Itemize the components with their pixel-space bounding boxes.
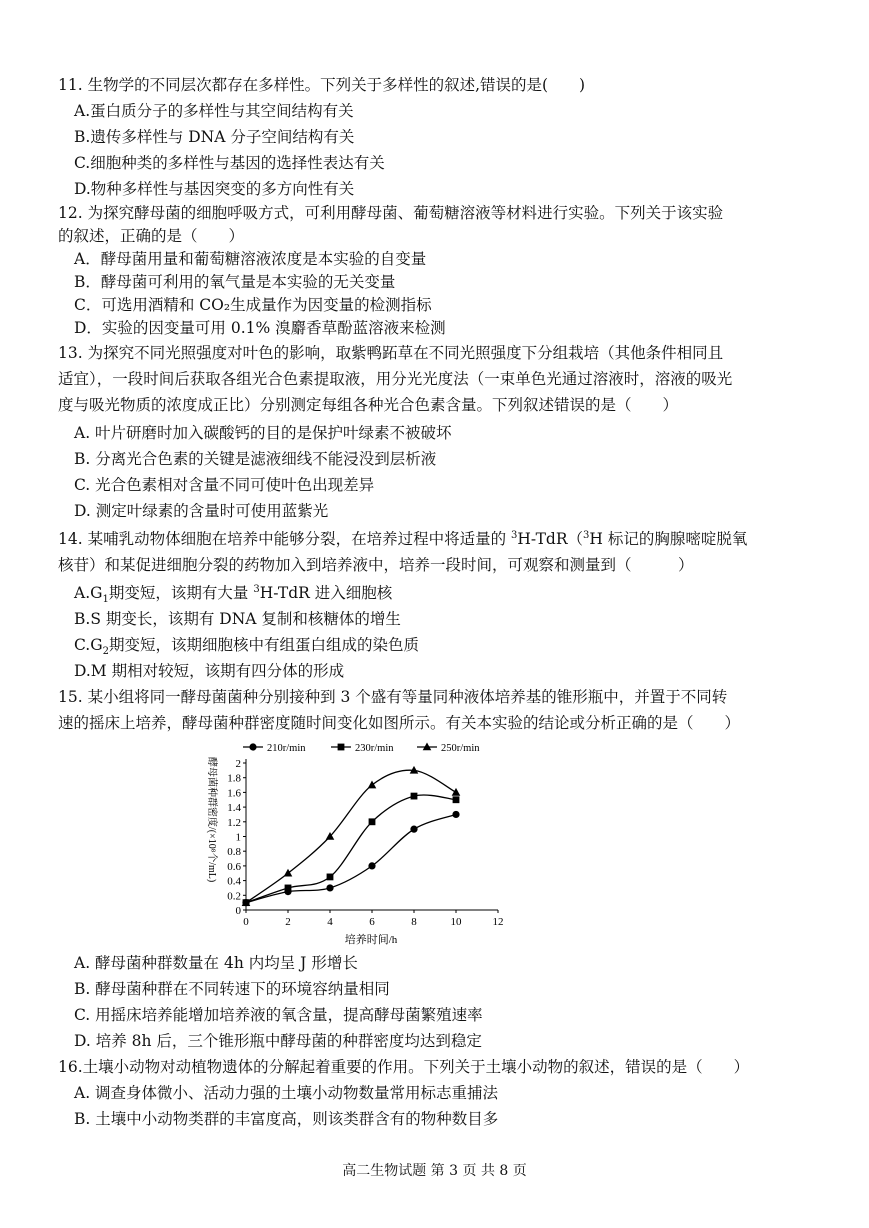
q16-option-b: B. 土壤中小动物类群的丰富度高，则该类群含有的物种数目多 xyxy=(74,1110,499,1128)
q12-option-d: D．实验的因变量可用 0.1% 溴麝香草酚蓝溶液来检测 xyxy=(74,319,446,337)
q12-stem-line1: 12. 为探究酵母菌的细胞呼吸方式，可利用酵母菌、葡萄糖溶液等材料进行实验。下列关于该实验 xyxy=(58,204,724,222)
y-axis-label-text: 酵母菌种群密度/(×10⁸个/mL) xyxy=(206,757,217,883)
q11-option-a: A.蛋白质分子的多样性与其空间结构有关 xyxy=(74,102,354,120)
q15-stem-line1: 15. 某小组将同一酵母菌菌种分别接种到 3 个盛有等量同种液体培养基的锥形瓶中，并置于不同转 xyxy=(58,688,728,706)
q12-stem-line2: 的叙述，正确的是（ ） xyxy=(58,227,245,245)
y-tick-label: 0.4 xyxy=(227,875,241,888)
data-point xyxy=(327,874,334,881)
q13-stem-line3: 度与吸光物质的浓度成正比）分别测定每组各种光合色素含量。下列叙述错误的是（ ） xyxy=(58,396,679,414)
q14-option-d: D.M 期相对较短，该期有四分体的形成 xyxy=(74,662,345,680)
q15-option-a: A. 酵母菌种群数量在 4h 内均呈 J 形增长 xyxy=(74,954,358,972)
q16-option-a: A. 调查身体微小、活动力强的土壤小动物数量常用标志重捕法 xyxy=(74,1084,499,1102)
x-tick-label: 0 xyxy=(243,916,249,928)
x-axis-label: 培养时间/h xyxy=(344,934,398,946)
data-point xyxy=(369,818,376,825)
q11-option-d: D.物种多样性与基因突变的多方向性有关 xyxy=(74,180,355,198)
q15-option-b: B. 酵母菌种群在不同转速下的环境容纳量相同 xyxy=(74,980,390,998)
q15-option-c: C. 用摇床培养能增加培养液的氧含量，提高酵母菌繁殖速率 xyxy=(74,1006,483,1024)
q15-stem-line2: 速的摇床上培养，酵母菌种群密度随时间变化如图所示。有关本实验的结论或分析正确的是（ ） xyxy=(58,714,741,732)
data-point xyxy=(249,743,256,750)
q15-option-d: D. 培养 8h 后，三个锥形瓶中酵母菌的种群密度均达到稳定 xyxy=(74,1032,482,1050)
y-tick-label: 0 xyxy=(235,905,241,917)
q11-option-b: B.遗传多样性与 DNA 分子空间结构有关 xyxy=(74,128,355,146)
chart-series xyxy=(242,766,461,906)
data-point xyxy=(368,781,377,789)
y-tick-label: 1.4 xyxy=(227,802,241,815)
chart-axes xyxy=(227,758,503,928)
q13-option-c: C. 光合色素相对含量不同可使叶色出现差异 xyxy=(74,476,375,494)
q14-stem-line2: 核苷）和某促进细胞分裂的药物加入到培养液中，培养一段时间，可观察和测量到（ ） xyxy=(58,556,694,574)
data-point xyxy=(368,862,375,869)
legend-label: 210r/min xyxy=(267,743,306,754)
q13-stem-line2: 适宜），一段时间后获取各组光合色素提取液，用分光光度法（一束单色光通过溶液时，溶液的吸光 xyxy=(58,370,733,388)
data-point xyxy=(452,811,459,818)
y-tick-label: 1 xyxy=(235,831,241,844)
x-tick-label: 2 xyxy=(285,916,291,928)
y-axis-label xyxy=(206,757,219,882)
legend-label: 250r/min xyxy=(441,743,480,754)
q12-option-a: A．酵母菌用量和葡萄糖溶液浓度是本实验的自变量 xyxy=(74,250,427,268)
q13-option-d: D. 测定叶绿素的含量时可使用蓝紫光 xyxy=(74,502,329,520)
q14-stem-line1: 14. 某哺乳动物体细胞在培养中能够分裂，在培养过程中将适量的 $^3$H-TdR（$^3$H 标记的胸腺嘧啶脱氧 xyxy=(58,529,748,548)
page-footer: 高二生物试题 第 3 页 共 8 页 xyxy=(342,1163,527,1179)
x-tick-label: 8 xyxy=(411,916,417,928)
y-tick-label: 1.2 xyxy=(227,816,241,829)
chart-legend xyxy=(243,743,480,755)
q14-option-c: $C.G_2$期变短，该期细胞核中有组蛋白组成的染色质 xyxy=(74,636,420,658)
q11-option-c: C.细胞种类的多样性与基因的选择性表达有关 xyxy=(74,154,385,172)
x-tick-label: 6 xyxy=(369,916,375,928)
q13-option-b: B. 分离光合色素的关键是滤液细线不能浸没到层析液 xyxy=(74,450,437,468)
series-line xyxy=(246,795,456,903)
x-tick-label: 10 xyxy=(450,916,462,928)
series-250r/min xyxy=(242,766,461,906)
data-point xyxy=(326,884,333,891)
data-point xyxy=(411,793,418,800)
y-tick-label: 0.2 xyxy=(227,890,241,903)
y-tick-label: 0.8 xyxy=(227,846,241,859)
population-density-chart xyxy=(195,733,515,948)
y-tick-label: 0.6 xyxy=(227,860,241,873)
data-point xyxy=(453,796,460,803)
legend-label: 230r/min xyxy=(355,743,394,754)
data-point xyxy=(285,885,292,892)
data-point xyxy=(338,744,345,751)
data-point xyxy=(410,826,417,833)
y-tick-label: 1.8 xyxy=(227,772,241,785)
q12-option-c: C．可选用酒精和 CO₂生成量作为因变量的检测指标 xyxy=(74,296,432,314)
data-point xyxy=(284,869,293,877)
x-tick-label: 4 xyxy=(327,916,333,928)
q14-option-a: $A.G_1$期变短，该期有大量 $^3$H-TdR 进入细胞核 xyxy=(74,583,393,606)
q14-option-b: B.S 期变长，该期有 DNA 复制和核糖体的增生 xyxy=(74,610,401,628)
y-tick-label: 1.6 xyxy=(227,787,241,800)
data-point xyxy=(452,788,461,796)
q12-option-b: B．酵母菌可利用的氧气量是本实验的无关变量 xyxy=(74,273,396,291)
q13-stem-line1: 13. 为探究不同光照强度对叶色的影响，取紫鸭跖草在不同光照强度下分组栽培（其他条件相同且 xyxy=(58,344,724,362)
series-line xyxy=(246,770,456,902)
x-tick-label: 12 xyxy=(492,916,504,928)
series-line xyxy=(246,814,456,902)
y-tick-label: 2 xyxy=(235,758,241,770)
q13-option-a: A. 叶片研磨时加入碳酸钙的目的是保护叶绿素不被破坏 xyxy=(74,424,452,442)
q11-stem: 11. 生物学的不同层次都存在多样性。下列关于多样性的叙述,错误的是( ) xyxy=(58,76,586,94)
q16-stem: 16.土壤小动物对动植物遗体的分解起着重要的作用。下列关于土壤小动物的叙述，错误的是（ ） xyxy=(58,1058,750,1076)
